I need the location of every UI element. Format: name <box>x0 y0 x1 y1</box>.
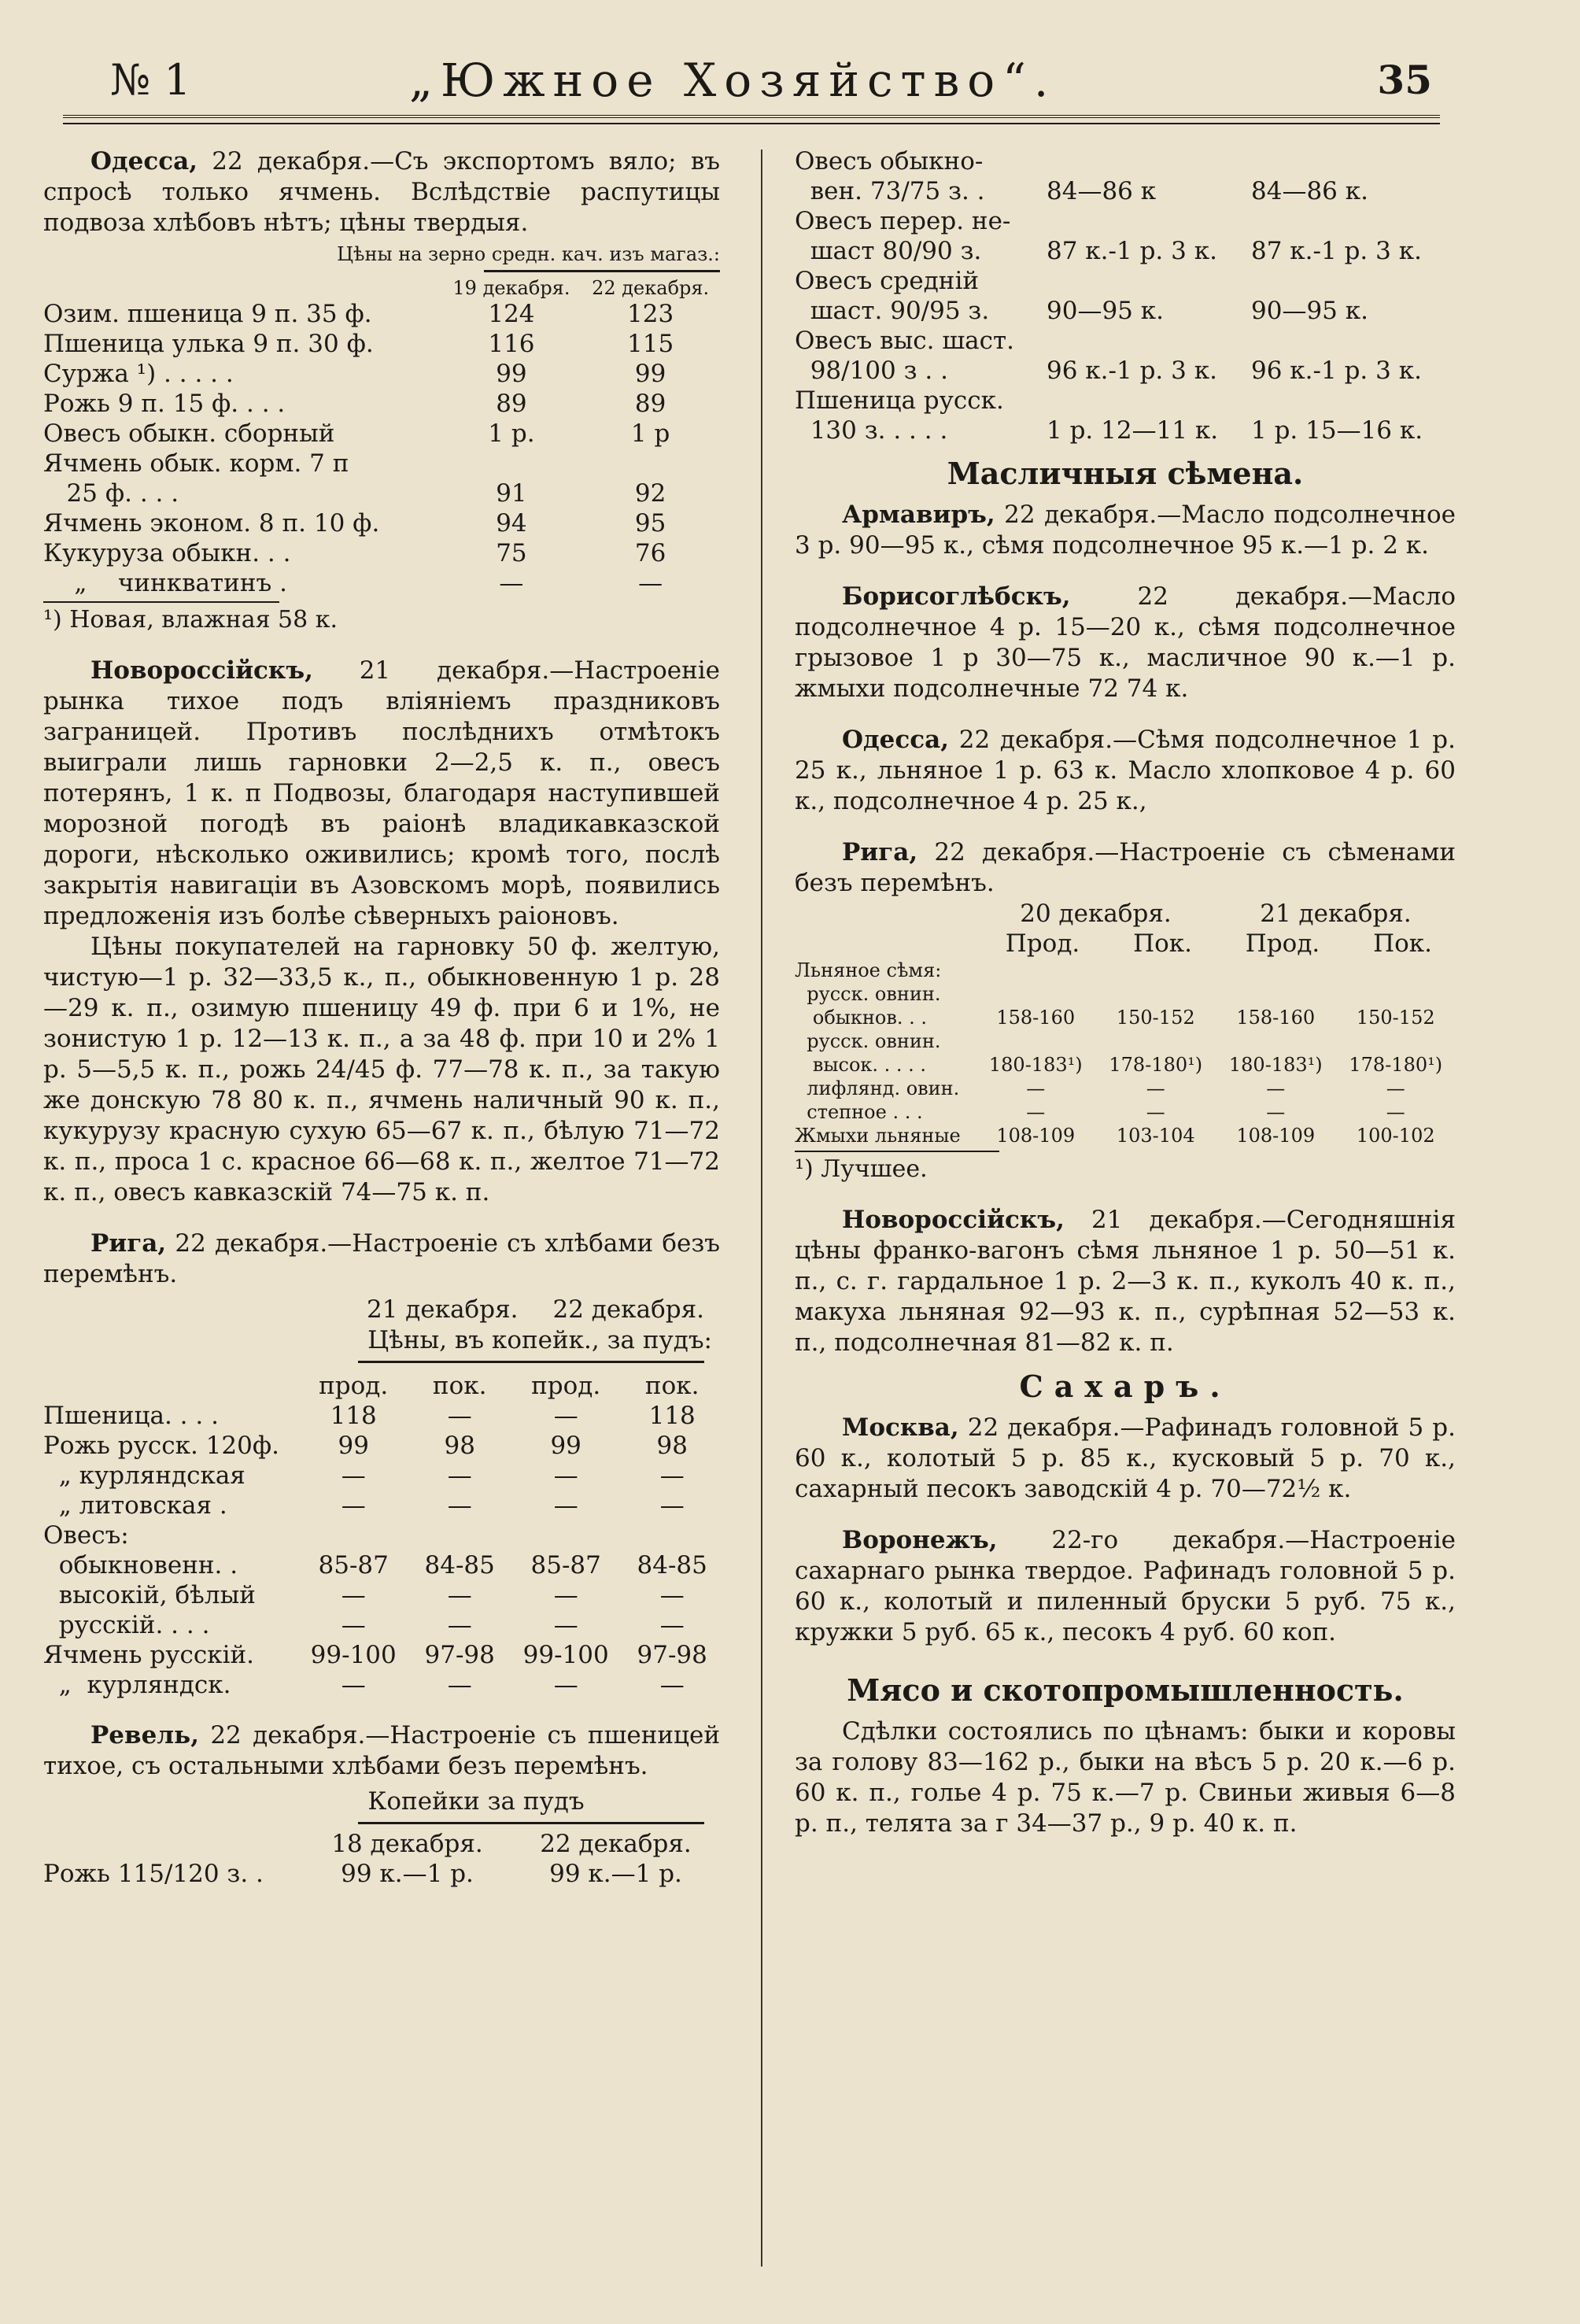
page-number: 35 <box>1377 57 1432 103</box>
table-row: высок. . . . . 180-183¹) 178-180¹) 180-183¹) 178-180¹) <box>795 1054 1443 1076</box>
table-row: Пшеница русск. <box>795 386 1004 415</box>
riga-grain-table: прод. пок. прод. пок. Пшеница. . . . 118 — — 118 Рожь русск. 120ф. 99 98 99 98 „ курляндская — — — — „ литовская . — — — — Овесъ: обыкновенн. . 85-87 84-85 85-87 84-85 высокій, бѣлый — — — — русскій. . . . — — — — Ячмень русскій. 99-100 97-98 99-100 97-98 „ курляндск. — — — — <box>43 1371 720 1700</box>
odessa-table-caption: Цѣны на зерно средн. кач. изъ магаз.: <box>337 243 720 265</box>
riga-date-2: 22 декабря. <box>552 1295 704 1324</box>
table-row: Овесъ средній <box>795 267 980 295</box>
riga-oilseed-table: 20 декабря. 21 декабря. Прод. Пок. Прод. Пок. <box>1005 900 1432 958</box>
table-row: 25 ф. . . . 91 92 <box>43 479 666 508</box>
table-row: Овесъ перер. не- <box>795 207 1011 235</box>
section-heading-oilseeds: Масличныя сѣмена. <box>947 456 1304 491</box>
table-row: Ячмень эконом. 8 п. 10 ф. 94 95 <box>43 509 666 538</box>
table-row: обыкновенн. . 85-87 84-85 85-87 84-85 <box>43 1551 707 1580</box>
table-row: русск. овнин. <box>795 983 941 1005</box>
journal-title: „Южное Хозяйство“. <box>409 54 1057 107</box>
table-row: Ячмень русскій. 99-100 97-98 99-100 97-98 <box>43 1641 707 1669</box>
armavir-report: Армавиръ, 22 декабря.—Масло подсолнечное 3 р. 90—95 к., сѣмя подсолнечное 95 к.—1 р. 2 к. <box>795 501 1456 560</box>
table-row: Овесъ обыкн. сборный 1 р. 1 р <box>43 419 670 448</box>
novorossiysk-oilseed-report: Новороссійскъ, 21 декабря.—Сегодняшнія цѣны франко-вагонъ сѣмя льняное 1 р. 50—51 к. п., с. г. гардальное 1 р. 2—3 к. п., куколъ 40 к. п., макуха льняная 92—93 к. п., сурѣпная 52—53 к. п., подсолнечная 81—82 к. п. <box>795 1206 1456 1357</box>
table-row: Кукуруза обыкн. . . 75 76 <box>43 539 666 567</box>
table-row: Жмыхи льняные 108-109 103-104 108-109 100-102 <box>795 1125 1435 1147</box>
novorossiysk-report: Новороссійскъ, 21 декабря.—Настроеніе рынка тихое подъ вліяніемъ праздниковъ заграницей. Противъ послѣднихъ отмѣтокъ выиграли лишь гарновки 2—2,5 к. п., овесъ потерянъ, 1 к. п Подвозы, благодаря наступившей морозной погодѣ въ раіонѣ владикавказской дороги, нѣсколько оживились; кромѣ того, послѣ закрытія навигаціи въ Азовскомъ морѣ, появились предложенія изъ болѣе сѣверныхъ раіоновъ. <box>43 656 720 930</box>
footnote-rule <box>43 601 279 603</box>
section-heading-meat: Мясо и скотопромышленность. <box>847 1672 1404 1708</box>
table-row: Рожь 115/120 з. . 99 к.—1 р. 99 к.—1 р. <box>43 1860 682 1888</box>
right-column <box>795 146 1456 1839</box>
meat-report: Сдѣлки состоялись по цѣнамъ: быки и коровы за голову 83—162 р., быки на вѣсъ 5 р. 20 к.—6 р. 60 к. п., голье 4 р. 75 к.—7 р. Свиньи живыя 6—8 р. п., телята за г 34—37 р., 9 р. 40 к. п. <box>795 1717 1456 1838</box>
odessa-report: Одесса, 22 декабря.—Съ экспортомъ вяло; въ спросѣ только ячмень. Вслѣдствіе распутицы подвоза хлѣбовъ нѣтъ; цѣны твердыя. <box>43 147 720 237</box>
riga-oilseed-report: Рига, 22 декабря.—Настроеніе съ сѣменами безъ перемѣнъ. <box>795 838 1456 897</box>
odessa-price-table: 19 декабря. 22 декабря. Озим. пшеница 9 п. 35 ф. 124 123 Пшеница улька 9 п. 30 ф. 116 115 Суржа ¹) . . . . . 99 99 Рожь 9 п. 15 ф. . . . 89 89 Овесъ обыкн. сборный 1 р. 1 р Ячмень обык. корм. 7 п 25 ф. . . . 91 92 Ячмень эконом. 8 п. 10 ф. 94 95 Кукуруза обыкн. . . 75 76 „ чинкватинъ . — — <box>43 277 720 598</box>
table-row: Пшеница улька 9 п. 30 ф. 116 115 <box>43 330 674 358</box>
page-header <box>63 47 1456 110</box>
table-row: лифлянд. овин. — — — — <box>795 1077 1405 1099</box>
section-heading-sugar: Сахаръ. <box>1019 1369 1231 1404</box>
table-row: Рожь русск. 120ф. 99 98 99 98 <box>43 1432 688 1460</box>
table-row: Овесъ: <box>43 1521 129 1550</box>
riga-oilseed-footnote: ¹) Лучшее. <box>795 1155 928 1183</box>
table-row: „ курляндск. — — — — <box>43 1671 685 1699</box>
table-row: Суржа ¹) . . . . . 99 99 <box>43 360 666 388</box>
table-row: Пшеница. . . . 118 — — 118 <box>43 1402 696 1430</box>
table-row: Овесъ выс. шаст. <box>795 327 1015 355</box>
riga-date-1: 21 декабря. <box>366 1295 519 1324</box>
riga-report: Рига, 22 декабря.—Настроеніе съ хлѣбами безъ перемѣнъ. <box>43 1229 720 1288</box>
table-row: „ курляндская — — — — <box>43 1461 685 1490</box>
table-row: русскій. . . . — — — — <box>43 1611 685 1639</box>
table-row: Овесъ обыкно- <box>795 147 984 176</box>
revel-table: 18 декабря. 22 декабря. Рожь 115/120 з. . 99 к.—1 р. 99 к.—1 р. <box>43 1829 720 1889</box>
table-row: высокій, бѣлый — — — — <box>43 1581 685 1609</box>
table-row: „ чинкватинъ . — — <box>43 569 663 597</box>
table-row: шаст 80/90 з. 87 к.-1 р. 3 к. 87 к.-1 р. 3 к. <box>795 237 1422 265</box>
table-row: 98/100 з . . 96 к.-1 р. 3 к. 96 к.-1 р. 3 к. <box>795 357 1422 385</box>
table-row: степное . . . — — — — <box>795 1101 1405 1123</box>
table-row: Озим. пшеница 9 п. 35 ф. 124 123 <box>43 300 674 328</box>
moscow-report: Москва, 22 декабря.—Рафинадъ головной 5 р. 60 к., колотый 5 р. 85 к., кусковый 5 р. 70 к., сахарный песокъ заводскій 4 р. 70—72½ к. <box>795 1413 1456 1503</box>
table-row: „ литовская . — — — — <box>43 1491 685 1520</box>
voronezh-report: Воронежъ, 22-го декабря.—Настроеніе сахарнаго рынка твердое. Рафинадъ головной 5 р. 60 к., колотый и пиленный бруски 5 руб. 75 к., кружки 5 руб. 65 к., песокъ 4 руб. 60 коп. <box>795 1526 1456 1646</box>
left-column <box>43 146 720 1889</box>
table-row: обыкнов. . . 158-160 150-152 158-160 150-152 <box>795 1007 1435 1029</box>
issue-number: № 1 <box>110 55 191 105</box>
table-row: вен. 73/75 з. . 84—86 к 84—86 к. <box>795 177 1368 205</box>
header-rule <box>63 115 1440 124</box>
novorossiysk-prices: Цѣны покупателей на гарновку 50 ф. желтую, чистую—1 р. 32—33,5 к., п., обыкновенную 1 р. 28—29 к. п., озимую пшеницу 49 ф. при 6 и 1%, не зонистую 1 р. 12—13 к. п., а за 48 ф. при 10 и 2% 1 р. 5—5,5 к. п., рожь 24/45 ф. 77—78 к. п., за такую же донскую 78 80 к. п., ячмень наличный 90 к. п., кукурузу красную сухую 65—67 к. п., бѣлую 71—72 к. п., проса 1 с. красное 66—68 к. п., желтое 71—72 к. п., овесъ кавказскій 74—75 к. п. <box>43 933 720 1206</box>
odessa-oilseed-report: Одесса, 22 декабря.—Сѣмя подсолнечное 1 р. 25 к., льняное 1 р. 63 к. Масло хлопковое 4 р. 60 к., подсолнечное 4 р. 25 к., <box>795 726 1456 815</box>
riga-caption: Цѣны, въ копейк., за пудъ: <box>367 1326 712 1354</box>
table-row: шаст. 90/95 з. 90—95 к. 90—95 к. <box>795 297 1368 325</box>
column-divider <box>761 150 762 2267</box>
riga-oilseed-rows <box>795 959 1456 1147</box>
table-row: 130 з. . . . . 1 р. 12—11 к. 1 р. 15—16 к. <box>795 416 1423 445</box>
table-row: Ячмень обык. корм. 7 п <box>43 449 349 478</box>
borisoglebsk-report: Борисоглѣбскъ, 22 декабря.—Масло подсолнечное 4 р. 15—20 к., сѣмя подсолнечное грызовое 1 р 30—75 к., масличное 90 к.—1 р. жмыхи подсолнечные 72 74 к. <box>795 582 1456 703</box>
odessa-footnote: ¹) Новая, влажная 58 к. <box>43 606 338 634</box>
revel-caption: Копейки за пудъ <box>367 1787 585 1816</box>
table-row: Льняное сѣмя: <box>795 959 942 981</box>
revel-oats-table <box>795 146 1456 445</box>
table-row: русск. овнин. <box>795 1030 941 1052</box>
table-row: Рожь 9 п. 15 ф. . . . 89 89 <box>43 390 666 418</box>
revel-report: Ревель, 22 декабря.—Настроеніе съ пшеницей тихое, съ остальными хлѣбами безъ перемѣнъ. <box>43 1721 720 1780</box>
